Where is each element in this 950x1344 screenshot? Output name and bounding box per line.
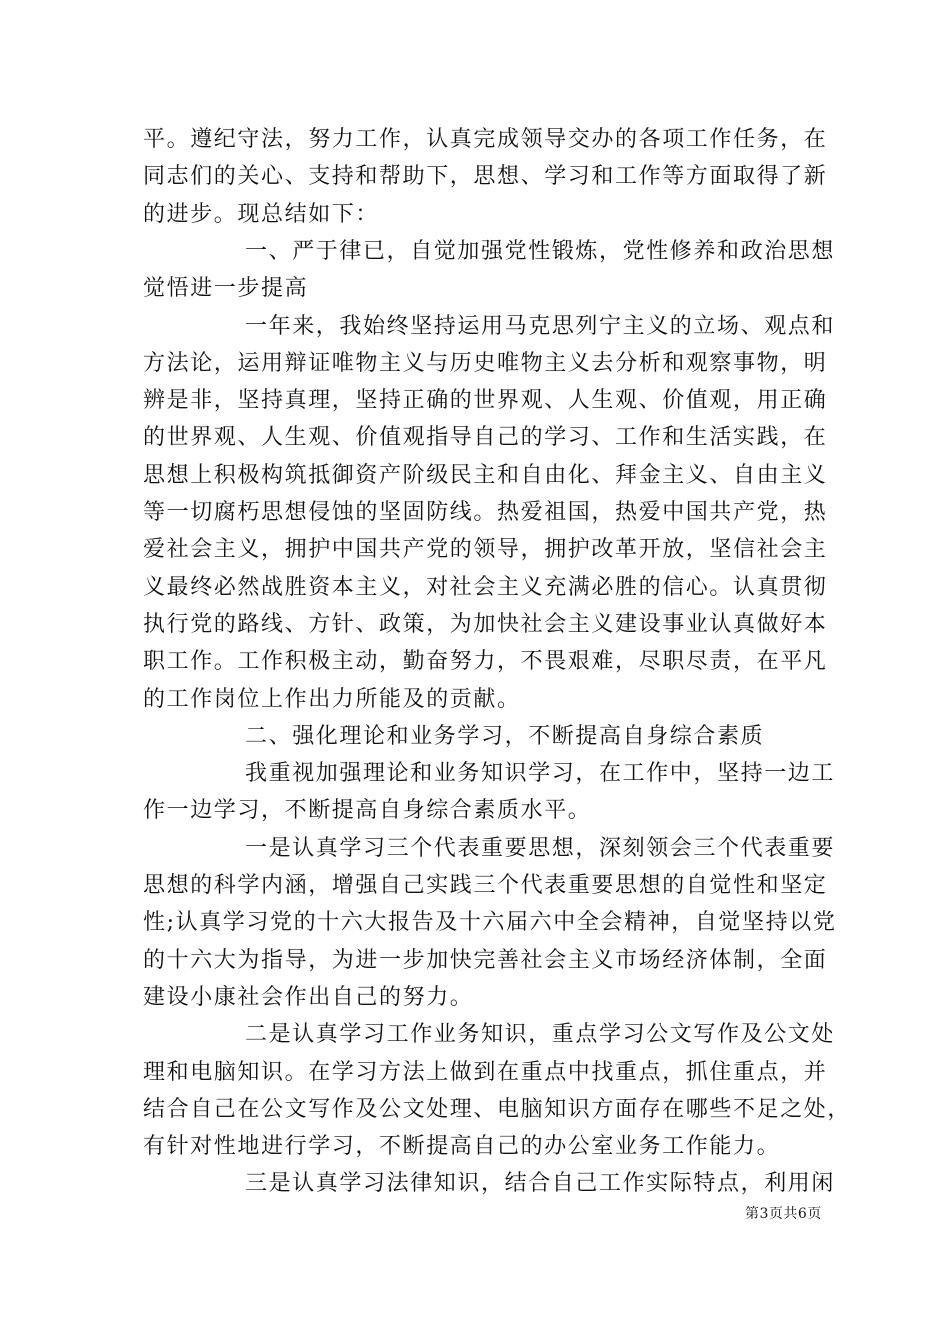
text-line: 的进步。现总结如下：: [143, 201, 380, 227]
text-line: 我重视加强理论和业务知识学习，在工作中，坚持一边工: [245, 761, 836, 787]
text-line: 的世界观、人生观、价值观指导自己的学习、工作和生活实践，在: [143, 425, 828, 451]
text-line: 理和电脑知识。在学习方法上做到在重点中找重点，抓住重点，并: [143, 1059, 828, 1085]
text-line: 一是认真学习三个代表重要思想，深刻领会三个代表重要: [245, 835, 836, 861]
text-line: 思想上积极构筑抵御资产阶级民主和自由化、拜金主义、自由主义: [143, 462, 828, 488]
text-line: 执行党的路线、方针、政策，为加快社会主义建设事业认真做好本: [143, 611, 828, 637]
text-line: 有针对性地进行学习，不断提高自己的办公室业务工作能力。: [143, 1134, 781, 1160]
page-number-footer: 第3页共6页: [745, 1206, 822, 1222]
text-line: 二、强化理论和业务学习，不断提高自身综合素质: [245, 723, 765, 749]
text-line: 方法论，运用辩证唯物主义与历史唯物主义去分析和观察事物，明: [143, 350, 828, 376]
text-line: 建设小康社会作出自己的努力。: [143, 984, 474, 1010]
text-line: 同志们的关心、支持和帮助下，思想、学习和工作等方面取得了新: [143, 164, 828, 190]
text-line: 的工作岗位上作出力所能及的贡献。: [143, 686, 521, 712]
text-line: 二是认真学习工作业务知识，重点学习公文写作及公文处: [245, 1022, 836, 1048]
text-line: 思想的科学内涵，增强自己实践三个代表重要思想的自觉性和坚定: [143, 873, 828, 898]
text-line: 觉悟进一步提高: [143, 276, 309, 302]
text-line: 平。遵纪守法，努力工作，认真完成领导交办的各项工作任务，在: [143, 127, 828, 152]
text-line: 爱社会主义，拥护中国共产党的领导，拥护改革开放，坚信社会主: [143, 537, 828, 563]
text-line: 性;认真学习党的十六大报告及十六届六中全会精神，自觉坚持以党: [143, 910, 837, 936]
text-line: 辨是非，坚持真理，坚持正确的世界观、人生观、价值观，用正确: [143, 388, 828, 414]
text-line: 三是认真学习法律知识，结合自己工作实际特点，利用闲: [245, 1171, 836, 1197]
text-line: 的十六大为指导，为进一步加快完善社会主义市场经济体制，全面: [143, 947, 828, 973]
text-line: 结合自己在公文写作及公文处理、电脑知识方面存在哪些不足之处，: [143, 1096, 852, 1122]
text-line: 作一边学习，不断提高自身综合素质水平。: [143, 798, 592, 824]
text-line: 一、严于律已，自觉加强党性锻炼，党性修养和政治思想: [245, 238, 836, 264]
text-line: 一年来，我始终坚持运用马克思列宁主义的立场、观点和: [245, 313, 836, 339]
text-line: 职工作。工作积极主动，勤奋努力，不畏艰难，尽职尽责，在平凡: [143, 649, 828, 675]
text-line: 义最终必然战胜资本主义，对社会主义充满必胜的信心。认真贯彻: [143, 574, 828, 600]
text-line: 等一切腐朽思想侵蚀的坚固防线。热爱祖国，热爱中国共产党，热: [143, 500, 828, 525]
